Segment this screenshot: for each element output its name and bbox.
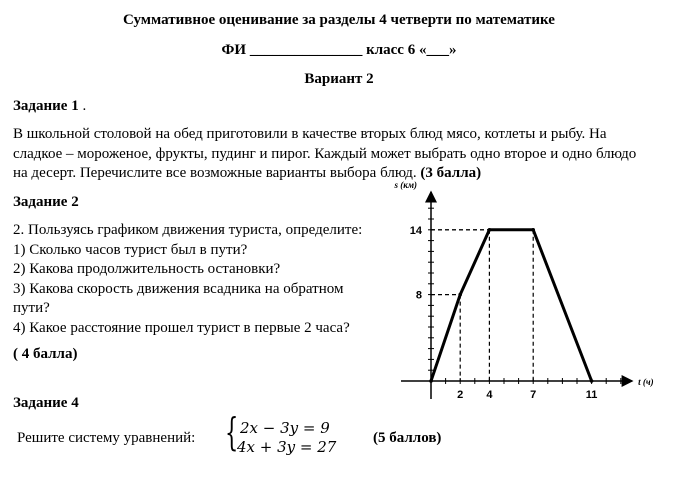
task2-question-4: 4) Какое расстояние прошел турист в первые 2 часа?	[13, 319, 350, 336]
task2-question-2: 2) Какова продолжительность остановки?	[13, 261, 281, 277]
equation-1: 2x − 3y = 9	[240, 419, 330, 437]
data-point	[429, 379, 433, 383]
task2-heading: Задание 2	[13, 194, 79, 210]
name-class-line: ФИ _______________ класс 6 «___»	[221, 42, 457, 58]
x-axis-label: t (ч)	[638, 377, 654, 387]
series-line	[431, 230, 592, 381]
x-tick-label: 7	[530, 389, 537, 401]
task1-heading-suffix: .	[78, 98, 87, 114]
equation-2: 4x + 3y = 27	[237, 438, 337, 456]
y-tick-label: 14	[409, 224, 422, 237]
variant-label: Вариант 2	[304, 71, 374, 87]
data-point	[590, 379, 594, 383]
task1-score: (3 балла)	[420, 165, 482, 181]
task4-heading: Задание 4	[13, 395, 79, 411]
task1-text: В школьной столовой на обед приготовили в качестве вторых блюд мясо, котлеты и рыбу. На сладкое – мороженое, фрукты, пудинг и пирог. Каждый может выбрать одно второе и одно блюдо на десерт. Перечислите все возможные варианты выбора блюд.	[13, 126, 637, 181]
data-point	[488, 228, 492, 232]
x-tick-label: 11	[585, 389, 598, 401]
x-tick-label: 4	[486, 389, 493, 401]
x-tick-label: 2	[457, 389, 464, 401]
task1-heading: Задание 1	[13, 98, 79, 114]
task2-intro: 2. Пользуясь графиком движения туриста, определите:	[13, 222, 363, 238]
y-tick-label: 8	[415, 289, 422, 302]
task2-question-3: 3) Какова скорость движения всадника на обратном пути?	[13, 280, 344, 316]
task4-score: (5 баллов)	[373, 430, 442, 446]
y-axis-label: s (км)	[394, 180, 417, 190]
task4-prompt: Решите систему уравнений:	[17, 430, 196, 446]
page-title: Суммативное оценивание за разделы 4 четверти по математике	[123, 12, 555, 28]
task2-score: ( 4 балла)	[13, 346, 78, 362]
data-point	[458, 293, 462, 297]
data-point	[531, 228, 535, 232]
system-brace: {	[225, 410, 239, 454]
task2-question-1: 1) Сколько часов турист был в пути?	[13, 241, 248, 258]
